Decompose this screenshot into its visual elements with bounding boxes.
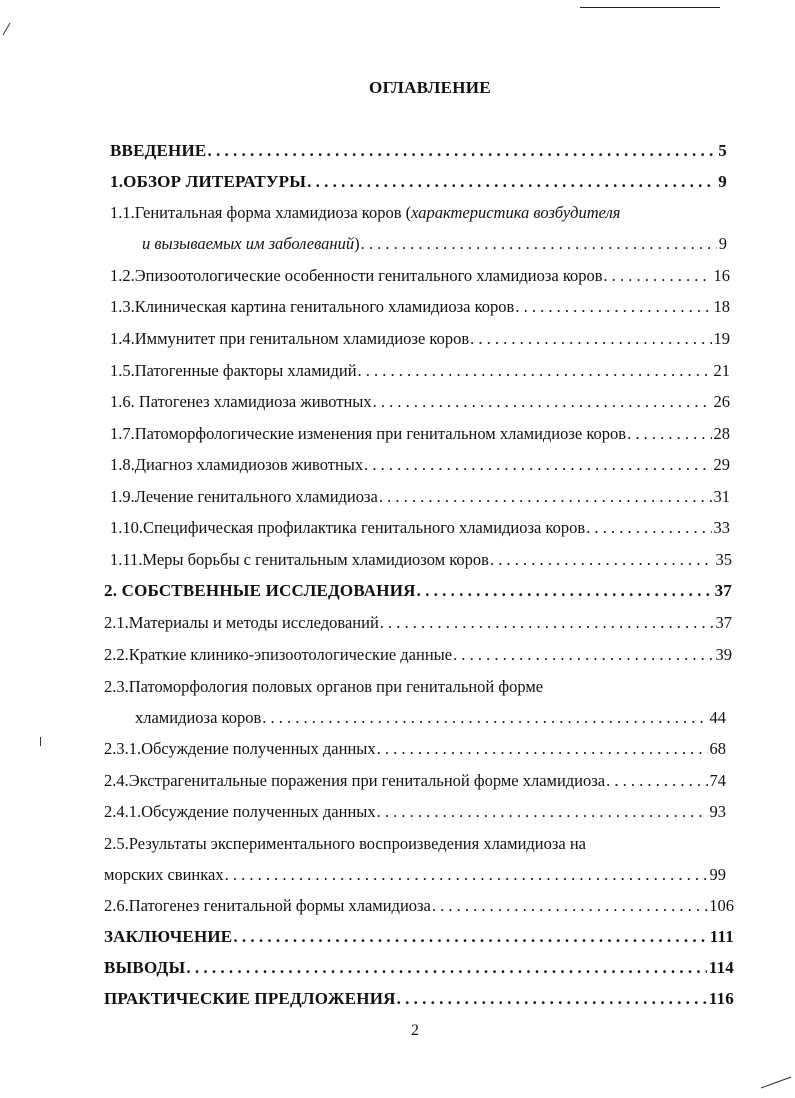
toc-entry-2-1[interactable] [104, 613, 732, 633]
toc-entry-label: ВЫВОДЫ [104, 958, 186, 977]
dot-leader [606, 771, 707, 791]
scan-artifact-mark [3, 23, 11, 36]
toc-entry-literature-review[interactable] [110, 172, 727, 192]
toc-entry-1-5[interactable] [110, 361, 730, 381]
toc-entry-page: 106 [709, 896, 734, 915]
toc-entry-2-4-1[interactable] [104, 802, 726, 822]
scan-artifact-mark [761, 1077, 791, 1089]
toc-entry-page: 114 [708, 958, 734, 977]
toc-entry-label: 1.8.Диагноз хламидиозов животных [110, 455, 364, 474]
toc-entry-1-2[interactable] [110, 266, 730, 286]
toc-entry-2-5-line2[interactable] [104, 865, 726, 885]
toc-entry-label: 1.4.Иммунитет при генитальном хламидиозе коров [110, 329, 470, 348]
dot-leader [262, 708, 707, 728]
dot-leader [379, 487, 712, 507]
toc-entry-label: 1.ОБЗОР ЛИТЕРАТУРЫ [110, 172, 307, 191]
toc-entry-page: 35 [715, 550, 732, 569]
toc-entry-2-3-1[interactable] [104, 739, 726, 759]
dot-leader [432, 896, 707, 916]
toc-entry-label: 2.2.Краткие клинико-эпизоотологические данные [104, 645, 453, 664]
toc-entry-label: 1.7.Патоморфологические изменения при генитальном хламидиозе коров [110, 424, 627, 443]
toc-entry-page: 5 [718, 141, 727, 160]
dot-leader [627, 424, 711, 444]
toc-entry-label: ЗАКЛЮЧЕНИЕ [104, 927, 233, 946]
toc-entry-label: 1.5.Патогенные факторы хламидий [110, 361, 357, 380]
dot-leader [307, 172, 716, 192]
toc-entry-1-1-line2[interactable] [142, 234, 727, 254]
toc-entry-2-3-line2[interactable] [135, 708, 726, 728]
toc-entry-page: 93 [709, 802, 726, 821]
dot-leader [490, 550, 714, 570]
toc-entry-page: 99 [709, 865, 726, 884]
dot-leader [377, 802, 708, 822]
scan-artifact-mark [40, 737, 41, 746]
toc-entry-page: 68 [709, 739, 726, 758]
toc-entry-label: ВВЕДЕНИЕ [110, 141, 207, 160]
toc-entry-2-5-line1[interactable] [104, 834, 586, 854]
toc-entry-page: 9 [718, 172, 727, 191]
dot-leader [207, 141, 716, 161]
toc-entry-2-6[interactable] [104, 896, 734, 916]
toc-entry-label: 1.9.Лечение генитального хламидиоза [110, 487, 378, 506]
toc-entry-page: 116 [708, 989, 734, 1008]
toc-entry-label: морских свинках [104, 865, 224, 884]
dot-leader [586, 518, 711, 538]
dot-leader [604, 266, 712, 286]
page-title: ОГЛАВЛЕНИЕ [369, 78, 491, 97]
dot-leader [515, 297, 711, 317]
toc-entry-label: 1.3.Клиническая картина генитального хламидиоза коров [110, 297, 515, 316]
toc-entry-page: 21 [713, 361, 730, 380]
dot-leader [186, 958, 706, 978]
dot-leader [364, 455, 711, 475]
toc-entry-label: 2.6.Патогенез генитальной формы хламидиоза [104, 896, 431, 915]
dot-leader [417, 581, 713, 601]
dot-leader [358, 361, 712, 381]
toc-entry-label: хламидиоза коров [135, 708, 262, 727]
toc-entry-1-7[interactable] [110, 424, 730, 444]
toc-entry-page: 33 [713, 518, 730, 537]
toc-entry-label: 2.3.Патоморфология половых органов при генитальной форме [104, 677, 544, 696]
toc-entry-1-4[interactable] [110, 329, 730, 349]
dot-leader [377, 739, 708, 759]
toc-entry-1-9[interactable] [110, 487, 730, 507]
toc-entry-label: 1.6. Патогенез хламидиоза животных [110, 392, 372, 411]
toc-entry-page: 28 [713, 424, 730, 443]
toc-entry-page: 9 [718, 234, 727, 253]
toc-entry-1-10[interactable] [110, 518, 730, 538]
toc-entry-label: 1.10.Специфическая профилактика генитального хламидиоза коров [110, 518, 586, 537]
toc-entry-label: 2.4.Экстрагенитальные поражения при генитальной форме хламидиоза [104, 771, 606, 790]
toc-entry-own-research[interactable] [104, 581, 732, 601]
dot-leader [397, 989, 707, 1009]
toc-entry-page: 19 [713, 329, 730, 348]
dot-leader [233, 927, 707, 947]
toc-entry-page: 37 [715, 613, 732, 632]
toc-entry-label: 2.3.1.Обсуждение полученных данных [104, 739, 376, 758]
toc-entry-label: ПРАКТИЧЕСКИЕ ПРЕДЛОЖЕНИЯ [104, 989, 396, 1008]
toc-entry-introduction[interactable] [110, 141, 727, 161]
toc-entry-label: 1.1.Генитальная форма хламидиоза коров ( [110, 203, 412, 222]
toc-entry-conclusion[interactable] [104, 927, 734, 947]
toc-entry-1-6[interactable] [110, 392, 730, 412]
toc-entry-label-italic: характеристика возбудителя [411, 203, 621, 222]
toc-entry-label: 2. СОБСТВЕННЫЕ ИССЛЕДОВАНИЯ [104, 581, 416, 600]
toc-entry-2-3-line1[interactable] [104, 677, 543, 697]
toc-entry-1-3[interactable] [110, 297, 730, 317]
toc-entry-practical-proposals[interactable] [104, 989, 734, 1009]
toc-entry-2-4[interactable] [104, 771, 726, 791]
dot-leader [225, 865, 708, 885]
toc-entry-page: 39 [715, 645, 732, 664]
toc-entry-label: ) [354, 234, 360, 253]
toc-entry-page: 18 [713, 297, 730, 316]
dot-leader [361, 234, 717, 254]
toc-entry-page: 37 [714, 581, 732, 600]
dot-leader [470, 329, 711, 349]
dot-leader [380, 613, 714, 633]
toc-entry-label: 2.5.Результаты экспериментального воспроизведения хламидиоза на [104, 834, 586, 853]
toc-entry-page: 111 [709, 927, 734, 946]
toc-entry-1-11[interactable] [110, 550, 732, 570]
toc-entry-page: 31 [713, 487, 730, 506]
toc-entry-1-1-line1[interactable] [110, 203, 620, 223]
toc-entry-label: 2.4.1.Обсуждение полученных данных [104, 802, 376, 821]
toc-entry-findings[interactable] [104, 958, 734, 978]
page-number: 2 [411, 1022, 419, 1039]
toc-entry-page: 26 [713, 392, 730, 411]
toc-entry-page: 29 [713, 455, 730, 474]
toc-entry-page: 16 [713, 266, 730, 285]
dot-leader [453, 645, 713, 665]
toc-entry-label-italic: и вызываемых им заболеваний [142, 234, 355, 253]
toc-entry-label: 2.1.Материалы и методы исследований [104, 613, 379, 632]
toc-entry-2-2[interactable] [104, 645, 732, 665]
toc-entry-label: 1.2.Эпизоотологические особенности генитального хламидиоза коров [110, 266, 603, 285]
toc-entry-page: 44 [709, 708, 726, 727]
dot-leader [373, 392, 712, 412]
toc-entry-label: 1.11.Меры борьбы с генитальным хламидиозом коров [110, 550, 489, 569]
toc-entry-1-8[interactable] [110, 455, 730, 475]
toc-entry-page: 74 [709, 771, 726, 790]
scan-artifact-top-rule [580, 7, 720, 8]
